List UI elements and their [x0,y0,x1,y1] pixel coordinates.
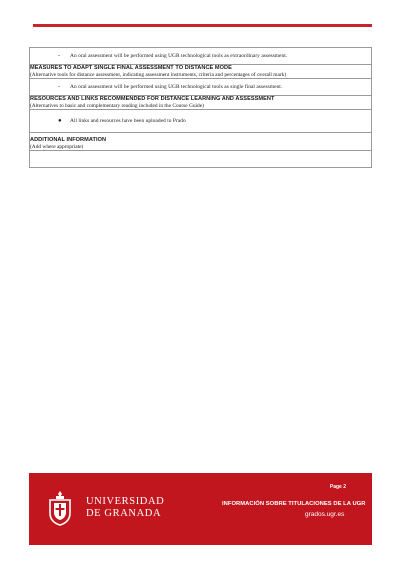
university-name-line1: UNIVERSIDAD [86,496,165,507]
university-name [86,496,164,520]
section-title: ADDITIONAL INFORMATION [30,137,107,143]
list-item-text: All links and resources have been uploaded to Prado [70,118,186,124]
page-number: Page 2 [329,484,346,490]
table-row [30,110,372,133]
table-row [30,151,372,168]
list-item [30,79,371,95]
list-item [30,110,371,132]
table-row [30,79,372,96]
footer-banner [29,473,372,545]
dash-bullet-icon: - [58,53,61,59]
section-title: MEASURES TO ADAPT SINGLE FINAL ASSESSMENT TO DISTANCE MODE [30,65,232,71]
table-row [30,48,372,65]
list-item [30,48,371,64]
section-note: (Alternative tools for distance assessment, indicating assessment instruments, criteria and percentages of overall mark) [30,71,287,78]
table-row [30,133,372,151]
list-item-text: An oral assessment will be performed using UGR technological tools as extraordinary assessment. [70,53,288,59]
section-note: (Alternatives to basic and complementary reading included in the Course Guide) [30,102,204,109]
university-name-line2: DE GRANADA [86,508,162,519]
assessment-table [29,47,372,168]
header-rule [33,24,372,27]
footer-info-title: INFORMACIÓN SOBRE TITULACIONES DE LA UGR [222,501,366,507]
list-item-text: An oral assessment will be performed using UGR technological tools as single final assessment. [70,84,283,90]
university-crest-icon [47,489,73,527]
section-note: (Add where appropriate) [30,143,84,150]
dash-bullet-icon: - [58,84,61,90]
dot-bullet-icon: ● [58,118,62,124]
footer-url[interactable]: grados.ugr.es [305,511,345,518]
table-row [30,96,372,110]
table-row [30,65,372,79]
section-title: RESOURCES AND LINKS RECOMMENDED FOR DISTANCE LEARNING AND ASSESSMENT [30,96,275,102]
